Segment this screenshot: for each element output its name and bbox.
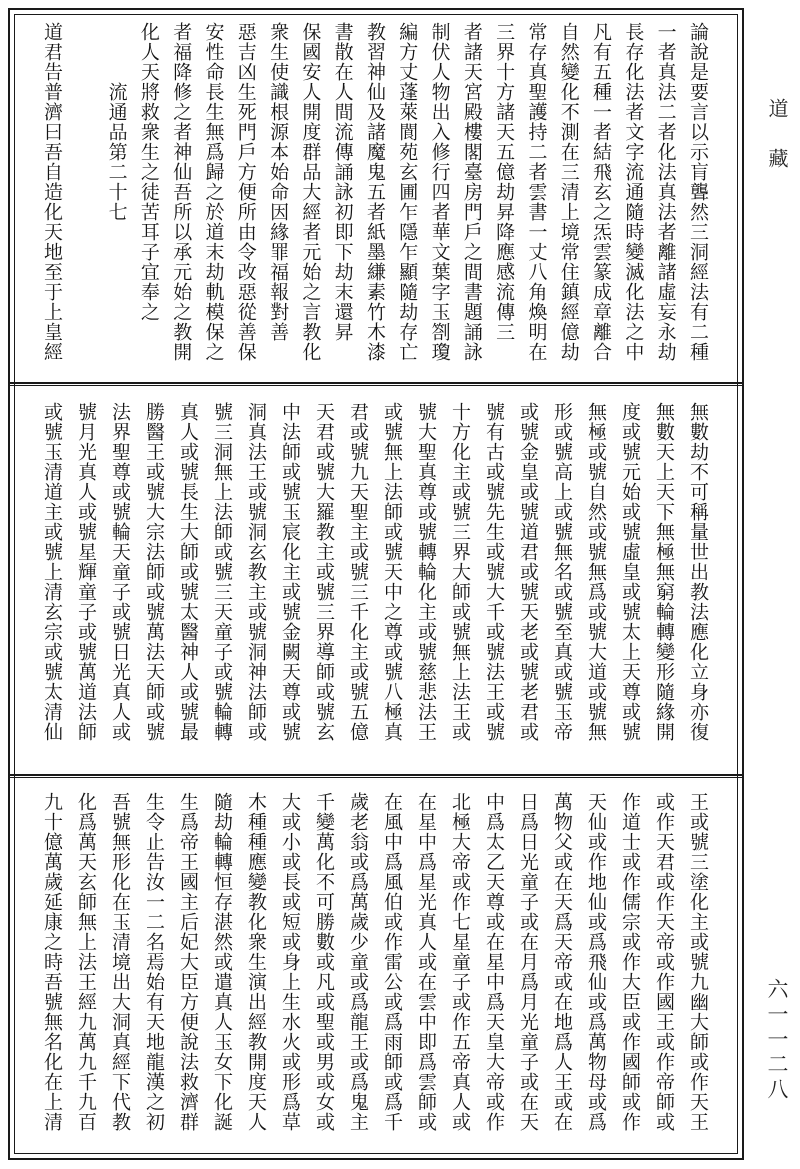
text-column: 無數劫不可稱量世出教法應化立身亦復 — [687, 402, 709, 742]
text-column: 作道士或作儒宗或作大臣或作國師或作 — [619, 792, 641, 1132]
text-panel-bottom — [40, 792, 710, 1154]
text-column: 木種種應變教化衆生演出經教開度天人 — [245, 792, 267, 1132]
text-column: 歲老翁或爲萬歲少童或爲龍王或爲鬼主 — [347, 792, 369, 1132]
text-column: 凡有五種一者結飛玄之炁雲篆成章離合 — [590, 22, 613, 362]
text-column: 衆生使識根源本始命因緣罪福報對善 — [267, 22, 290, 342]
text-column: 十方化主或號三界大師或號無上法王或 — [449, 402, 471, 742]
text-column: 惡吉凶生死門戶方便所由令改惡從善保 — [234, 22, 257, 362]
text-column: 天仙或作地仙或爲飛仙或爲萬物母或爲 — [585, 792, 607, 1132]
text-column: 編方丈蓬萊閬苑玄圃乍隱乍顯隨劫存亡 — [396, 22, 419, 362]
text-column: 化爲萬天玄師無上法王經九萬九千九百 — [75, 792, 97, 1132]
text-column: 九十億萬歲延康之時吾號無名化在上清 — [41, 792, 63, 1132]
panel-divider-2 — [8, 774, 744, 778]
text-column: 者福降修之者神仙吾所以承元始之教開 — [170, 22, 193, 362]
text-column: 度或號元始或號虛皇或號太上天尊或號 — [619, 402, 641, 742]
text-column: 論說是要言以示肓聾然三洞經法有二種 — [686, 22, 709, 362]
text-column: 者諸天宮殿樓閣臺房門戶之間書題誦詠 — [460, 22, 483, 362]
text-column: 洞真法王或號洞玄教主或號洞神法師或 — [245, 402, 267, 742]
text-column: 生爲帝王國主后妃大臣方便說法救濟群 — [177, 792, 199, 1132]
text-column: 或號玉清道主或號上清玄宗或號太清仙 — [41, 402, 63, 742]
text-column: 日爲日光童子或在月爲月光童子或在天 — [517, 792, 539, 1132]
text-column: 隨劫輪轉恒存湛然或遣真人玉女下化誕 — [211, 792, 233, 1132]
text-panel-top — [40, 22, 710, 374]
text-column: 生令止告汝一二名焉始有天地龍漢之初 — [143, 792, 165, 1132]
text-column: 北極大帝或作七星童子或作五帝真人或 — [449, 792, 471, 1132]
text-column: 王或號三塗化主或號九幽大師或作天王 — [687, 792, 709, 1132]
text-column: 勝醫王或號大宗法師或號萬法天師或號 — [143, 402, 165, 742]
text-column: 大或小或長或短或身上生水火或形爲草 — [279, 792, 301, 1132]
text-column: 道君告普濟曰吾自造化天地至于上皇經 — [41, 22, 63, 362]
blank-column — [72, 22, 96, 374]
margin-book-title: 道藏 — [765, 98, 789, 198]
text-column: 法界聖尊或號輪天童子或號日光真人或 — [109, 402, 131, 742]
text-column: 君或號九天聖主或號三千化主或號五億 — [347, 402, 369, 742]
text-column: 中法師或號玉宸化主或號金闕天尊或號 — [279, 402, 301, 742]
text-column: 一者真法二者化法真法者離諸虛妄永劫 — [654, 22, 677, 362]
text-column: 在星中爲星光真人或在雲中即爲雲師或 — [415, 792, 437, 1132]
text-column: 或號金皇或號道君或號天老或號老君或 — [517, 402, 539, 742]
text-column: 千變萬化不可勝數或凡或聖或男或女或 — [313, 792, 335, 1132]
text-column: 化人天將救衆生之徒苦耳子宜奉之 — [137, 22, 160, 322]
text-panel-middle — [40, 402, 710, 766]
text-column: 保國安人開度群品大經者元始之言教化 — [299, 22, 322, 362]
text-column: 中爲太乙天尊或在星中爲天皇大帝或作 — [483, 792, 505, 1132]
text-column: 三界十方諸天五億劫昇降應感流傳三 — [493, 22, 516, 342]
text-column: 號三洞無上法師或號三天童子或號輪轉 — [211, 402, 233, 742]
text-column: 吾號無形化在玉清境出大洞真經下代教 — [109, 792, 131, 1132]
text-column: 號有古或號先生或號大千或號法王或號 — [483, 402, 505, 742]
text-column: 教習神仙及諸魔鬼五者紙墨縑素竹木漆 — [363, 22, 386, 362]
text-column: 無數天上天下無極無窮輪轉變形隨緣開 — [653, 402, 675, 742]
text-column: 制伏人物出入修行四者華文葉字玉劄瓊 — [428, 22, 451, 362]
text-column: 在風中爲風伯或作雷公或爲雨師或爲千 — [381, 792, 403, 1132]
text-column: 真人或號長生大師或號太醫神人或號最 — [177, 402, 199, 742]
text-column: 長存化法者文字流通隨時變滅化法之中 — [622, 22, 645, 362]
text-column: 天君或號大羅教主或號三界導師或號玄 — [313, 402, 335, 742]
text-column: 號大聖真尊或號轉輪化主或號慈悲法王 — [415, 402, 437, 742]
text-column: 書散在人間流傳誦詠初即下劫末還昇 — [331, 22, 354, 342]
text-column: 萬物父或在天爲天帝或在地爲人王或在 — [551, 792, 573, 1132]
chapter-heading: 流通品第二十七 — [105, 82, 128, 222]
text-column: 常存真聖護持二者雲書一丈八角煥明在 — [525, 22, 548, 362]
text-column: 安性命長生無爲歸之於道末劫軌模保之 — [202, 22, 225, 362]
text-column: 或號無上法師或號天中之尊或號八極真 — [381, 402, 403, 742]
text-column: 號月光真人或號星輝童子或號萬道法師 — [75, 402, 97, 742]
panel-divider-1 — [8, 382, 744, 386]
margin-page-number: 六一一二八 — [765, 978, 789, 1103]
text-column: 自然變化不測在三清上境常住鎮經億劫 — [557, 22, 580, 362]
text-column: 或作天君或作天帝或作國王或作帝師或 — [653, 792, 675, 1132]
text-column: 形或號高上或號無名或號至真或號玉帝 — [551, 402, 573, 742]
text-column: 無極或號自然或號無爲或號大道或號無 — [585, 402, 607, 742]
